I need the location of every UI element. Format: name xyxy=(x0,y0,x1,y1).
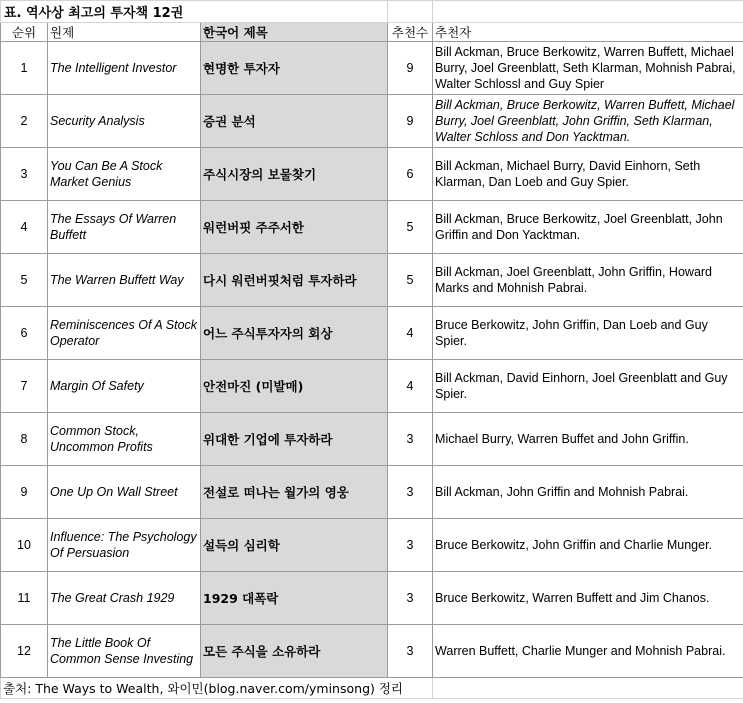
korean-title-cell: 위대한 기업에 투자하라 xyxy=(201,413,388,466)
recommend-count-cell: 9 xyxy=(388,95,433,148)
rank-cell: 5 xyxy=(1,254,48,307)
table-row xyxy=(1,413,743,466)
korean-title-cell: 1929 대폭락 xyxy=(201,572,388,625)
korean-title-cell: 현명한 투자자 xyxy=(201,42,388,95)
table-row xyxy=(1,307,743,360)
original-title-cell: The Warren Buffett Way xyxy=(48,254,201,307)
original-title-cell: The Little Book Of Common Sense Investing xyxy=(48,625,201,678)
empty-cell xyxy=(388,1,433,23)
recommenders-cell: Bill Ackman, Joel Greenblatt, John Griffin, Howard Marks and Mohnish Pabrai. xyxy=(433,254,743,307)
recommenders-cell: Warren Buffett, Charlie Munger and Mohnish Pabrai. xyxy=(433,625,743,678)
original-title-cell: Margin Of Safety xyxy=(48,360,201,413)
recommenders-cell: Bill Ackman, Bruce Berkowitz, Warren Buffett, Michael Burry, Joel Greenblatt, Seth Klarman, Mohnish Pabrai, Walter Schlossl and Guy Spier xyxy=(433,42,743,95)
recommend-count-cell: 4 xyxy=(388,360,433,413)
empty-cell xyxy=(433,1,743,23)
recommend-count-cell: 5 xyxy=(388,254,433,307)
korean-title-cell: 설득의 심리학 xyxy=(201,519,388,572)
original-title-cell: Security Analysis xyxy=(48,95,201,148)
recommenders-cell: Bruce Berkowitz, Warren Buffett and Jim Chanos. xyxy=(433,572,743,625)
recommenders-cell: Michael Burry, Warren Buffet and John Griffin. xyxy=(433,413,743,466)
header-original-title: 원제 xyxy=(48,23,201,42)
original-title-cell: The Great Crash 1929 xyxy=(48,572,201,625)
table-title: 표. 역사상 최고의 투자책 12권 xyxy=(1,1,388,23)
korean-title-cell: 주식시장의 보물찾기 xyxy=(201,148,388,201)
rank-cell: 9 xyxy=(1,466,48,519)
source-note: 출처: The Ways to Wealth, 와이민(blog.naver.com/yminsong) 정리 xyxy=(1,678,433,699)
korean-title-cell: 다시 워런버핏처럼 투자하라 xyxy=(201,254,388,307)
table-row xyxy=(1,95,743,148)
empty-cell xyxy=(433,678,743,699)
table-row xyxy=(1,572,743,625)
header-korean-title: 한국어 제목 xyxy=(201,23,388,42)
table-row xyxy=(1,148,743,201)
rank-cell: 2 xyxy=(1,95,48,148)
original-title-cell: Reminiscences Of A Stock Operator xyxy=(48,307,201,360)
rank-cell: 3 xyxy=(1,148,48,201)
recommend-count-cell: 3 xyxy=(388,413,433,466)
source-row xyxy=(1,678,743,699)
rank-cell: 12 xyxy=(1,625,48,678)
rank-cell: 7 xyxy=(1,360,48,413)
header-row xyxy=(1,23,743,42)
korean-title-cell: 워런버핏 주주서한 xyxy=(201,201,388,254)
header-rank: 순위 xyxy=(1,23,48,42)
rank-cell: 8 xyxy=(1,413,48,466)
korean-title-cell: 모든 주식을 소유하라 xyxy=(201,625,388,678)
recommend-count-cell: 3 xyxy=(388,519,433,572)
recommend-count-cell: 9 xyxy=(388,42,433,95)
korean-title-cell: 어느 주식투자자의 회상 xyxy=(201,307,388,360)
table-row xyxy=(1,625,743,678)
recommenders-cell: Bill Ackman, Michael Burry, David Einhorn, Seth Klarman, Dan Loeb and Guy Spier. xyxy=(433,148,743,201)
original-title-cell: Common Stock, Uncommon Profits xyxy=(48,413,201,466)
original-title-cell: One Up On Wall Street xyxy=(48,466,201,519)
recommenders-cell: Bruce Berkowitz, John Griffin, Dan Loeb and Guy Spier. xyxy=(433,307,743,360)
table-row xyxy=(1,360,743,413)
header-recommend-count: 추천수 xyxy=(388,23,433,42)
recommenders-cell: Bruce Berkowitz, John Griffin and Charlie Munger. xyxy=(433,519,743,572)
original-title-cell: The Essays Of Warren Buffett xyxy=(48,201,201,254)
rank-cell: 1 xyxy=(1,42,48,95)
original-title-cell: Influence: The Psychology Of Persuasion xyxy=(48,519,201,572)
original-title-cell: You Can Be A Stock Market Genius xyxy=(48,148,201,201)
recommend-count-cell: 3 xyxy=(388,572,433,625)
rank-cell: 10 xyxy=(1,519,48,572)
recommend-count-cell: 3 xyxy=(388,625,433,678)
korean-title-cell: 전설로 떠나는 월가의 영웅 xyxy=(201,466,388,519)
korean-title-cell: 증권 분석 xyxy=(201,95,388,148)
recommend-count-cell: 6 xyxy=(388,148,433,201)
rank-cell: 4 xyxy=(1,201,48,254)
recommenders-cell: Bill Ackman, John Griffin and Mohnish Pabrai. xyxy=(433,466,743,519)
table-row xyxy=(1,42,743,95)
recommenders-cell: Bill Ackman, Bruce Berkowitz, Joel Greenblatt, John Griffin and Don Yacktman. xyxy=(433,201,743,254)
rank-cell: 11 xyxy=(1,572,48,625)
table-row xyxy=(1,254,743,307)
recommenders-cell: Bill Ackman, David Einhorn, Joel Greenblatt and Guy Spier. xyxy=(433,360,743,413)
table-row xyxy=(1,519,743,572)
korean-title-cell: 안전마진 (미발매) xyxy=(201,360,388,413)
header-recommenders: 추천자 xyxy=(433,23,743,42)
rank-cell: 6 xyxy=(1,307,48,360)
table-row xyxy=(1,466,743,519)
recommend-count-cell: 5 xyxy=(388,201,433,254)
title-row xyxy=(1,1,743,23)
recommend-count-cell: 3 xyxy=(388,466,433,519)
table-row xyxy=(1,201,743,254)
original-title-cell: The Intelligent Investor xyxy=(48,42,201,95)
recommenders-cell: Bill Ackman, Bruce Berkowitz, Warren Buffett, Michael Burry, Joel Greenblatt, John Griffin, Seth Klarman, Walter Schloss and Don Yacktman. xyxy=(433,95,743,148)
recommend-count-cell: 4 xyxy=(388,307,433,360)
